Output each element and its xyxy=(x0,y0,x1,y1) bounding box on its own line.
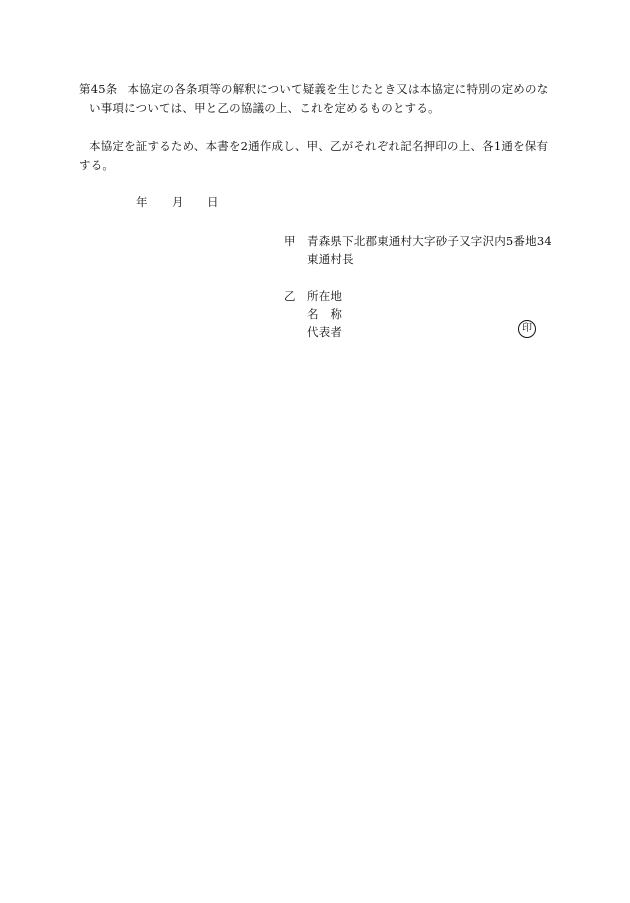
article-text-1: 本協定の各条項等の解釈について疑義を生じたとき又は本協定に特別の定めのな xyxy=(127,82,549,96)
party-b-name-label: 名 称 xyxy=(307,307,343,321)
seal-mark: 印 xyxy=(518,320,536,338)
party-a-address: 青森県下北郡東通村大字砂子又字沢内5番地34 xyxy=(307,234,552,248)
party-a-name: 東通村長 xyxy=(307,252,354,266)
party-b-representative-label: 代表者 xyxy=(307,325,343,339)
proof-paragraph-line-2: する。 xyxy=(79,158,115,172)
proof-paragraph-line-1: 本協定を証するため、本書を2通作成し、甲、乙がそれぞれ記名押印の上、各1通を保有 xyxy=(89,139,549,153)
party-a-label: 甲 xyxy=(284,234,296,248)
date-day: 日 xyxy=(207,195,219,209)
article-45-line-1 xyxy=(79,80,548,98)
date-year: 年 xyxy=(136,195,148,209)
article-number: 第45条 xyxy=(79,82,118,96)
party-b-address-label: 所在地 xyxy=(307,289,343,303)
article-45-line-2: い事項については、甲と乙の協議の上、これを定めるものとする。 xyxy=(89,101,440,115)
party-b-label: 乙 xyxy=(284,289,296,303)
date-month: 月 xyxy=(172,195,184,209)
